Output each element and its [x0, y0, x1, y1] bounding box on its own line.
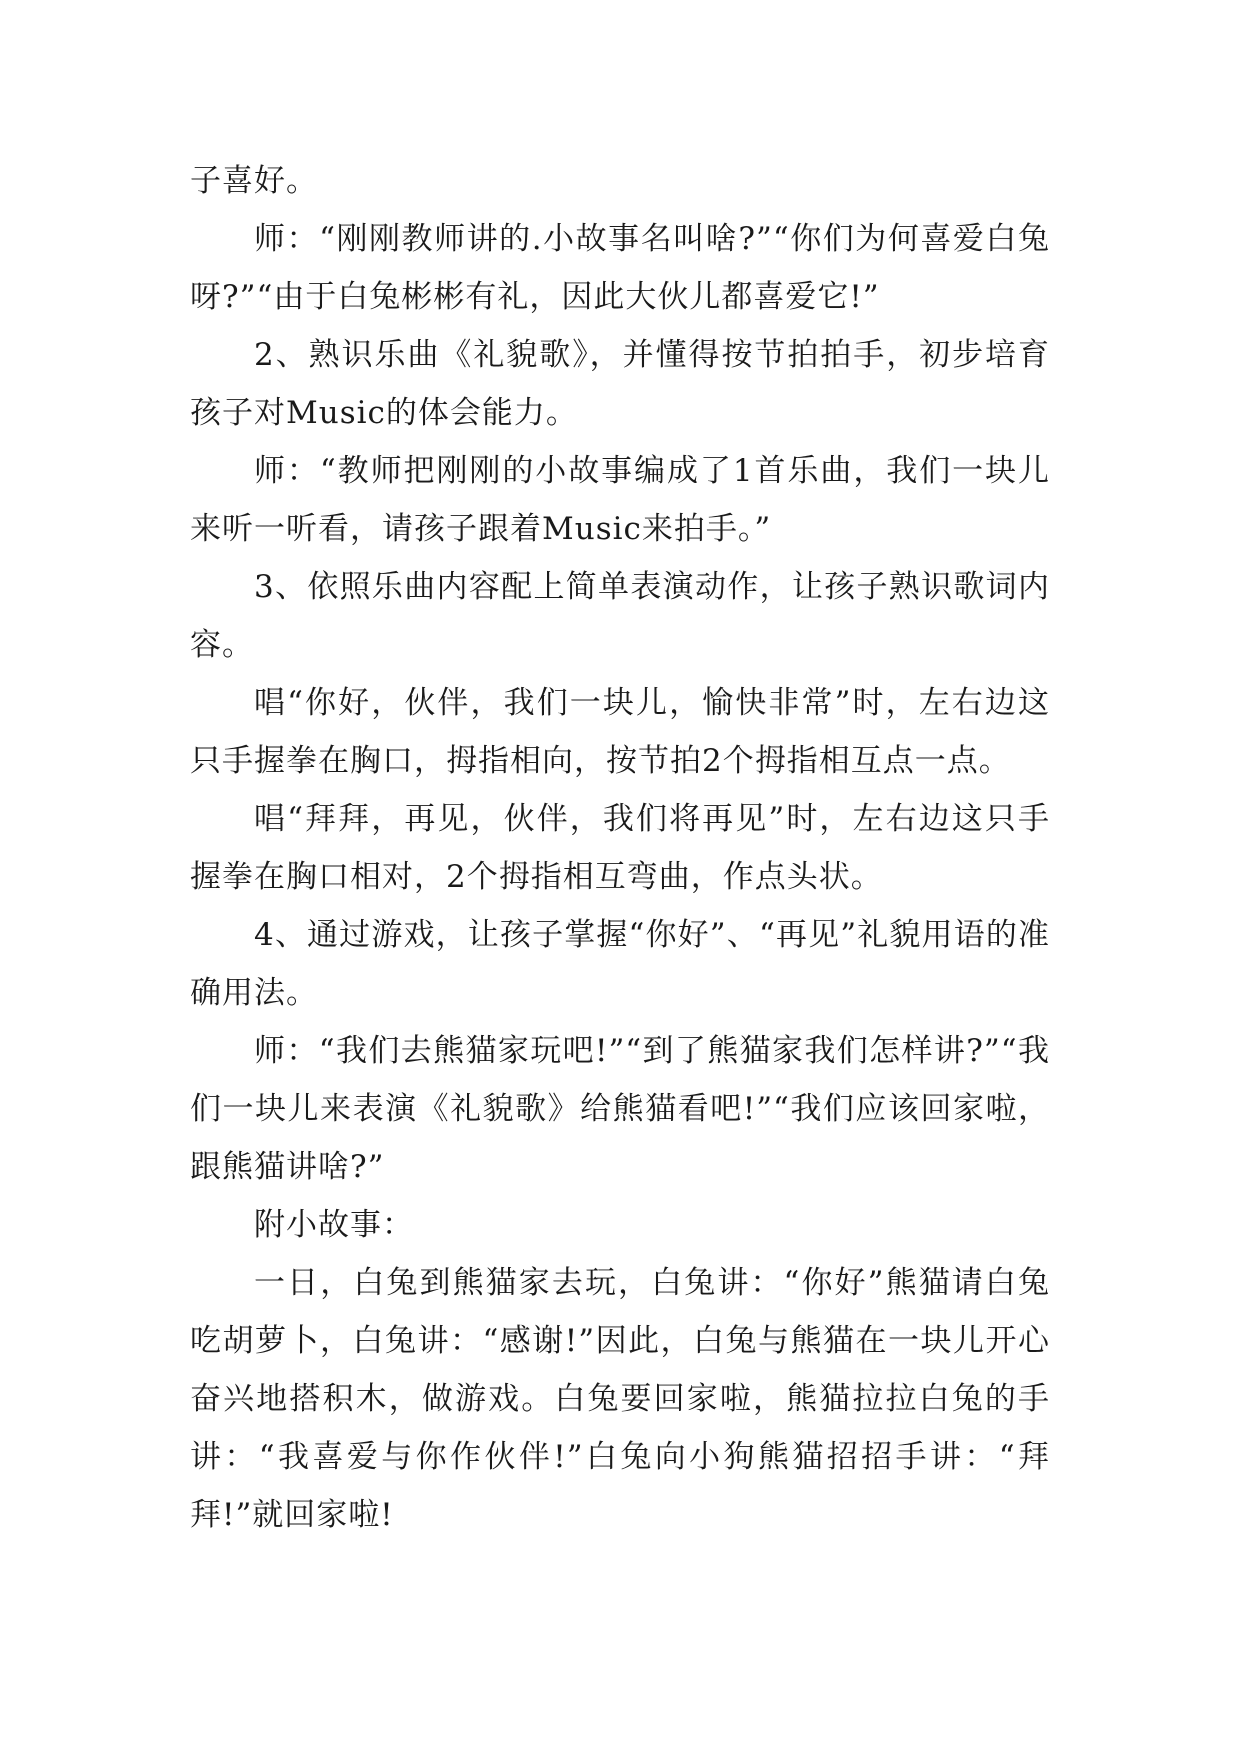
paragraph-story: 一日，白兔到熊猫家去玩，白兔讲：“你好”熊猫请白兔吃胡萝卜，白兔讲：“感谢!”因此，白兔与熊猫在一块儿开心奋兴地搭积木，做游戏。白兔要回家啦，熊猫拉拉白兔的手讲：“我喜爱与你作伙伴!”白兔向小狗熊猫招招手讲：“拜拜!”就回家啦! [190, 1265, 1050, 1533]
paragraph-step-4: 4、通过游戏，让孩子掌握“你好”、“再见”礼貌用语的准确用法。 [190, 917, 1050, 1011]
paragraph-teacher-panda: 师：“我们去熊猫家玩吧!”“到了熊猫家我们怎样讲?”“我们一块儿来表演《礼貌歌》给熊猫看吧!”“我们应该回家啦，跟熊猫讲啥?” [190, 1033, 1050, 1185]
paragraph-step-3: 3、依照乐曲内容配上简单表演动作，让孩子熟识歌词内容。 [190, 569, 1050, 663]
paragraph-continuation: 子喜好。 [190, 163, 318, 199]
paragraph-sing-goodbye: 唱“拜拜，再见，伙伴，我们将再见”时，左右边这只手握拳在胸口相对，2个拇指相互弯曲，作点头状。 [190, 801, 1050, 895]
document-body [190, 152, 1050, 1544]
paragraph-sing-hello: 唱“你好，伙伴，我们一块儿，愉快非常”时，左右边这只手握拳在胸口，拇指相向，按节拍2个拇指相互点一点。 [190, 685, 1050, 779]
paragraph-story-heading: 附小故事： [254, 1207, 414, 1243]
paragraph-step-2: 2、熟识乐曲《礼貌歌》，并懂得按节拍拍手，初步培育孩子对Music的体会能力。 [190, 337, 1050, 431]
paragraph-teacher-song: 师：“教师把刚刚的小故事编成了1首乐曲，我们一块儿来听一听看，请孩子跟着Music来拍手。” [190, 453, 1050, 547]
paragraph-teacher-question: 师：“刚刚教师讲的.小故事名叫啥?”“你们为何喜爱白兔呀?”“由于白兔彬彬有礼，因此大伙儿都喜爱它!” [190, 221, 1050, 315]
